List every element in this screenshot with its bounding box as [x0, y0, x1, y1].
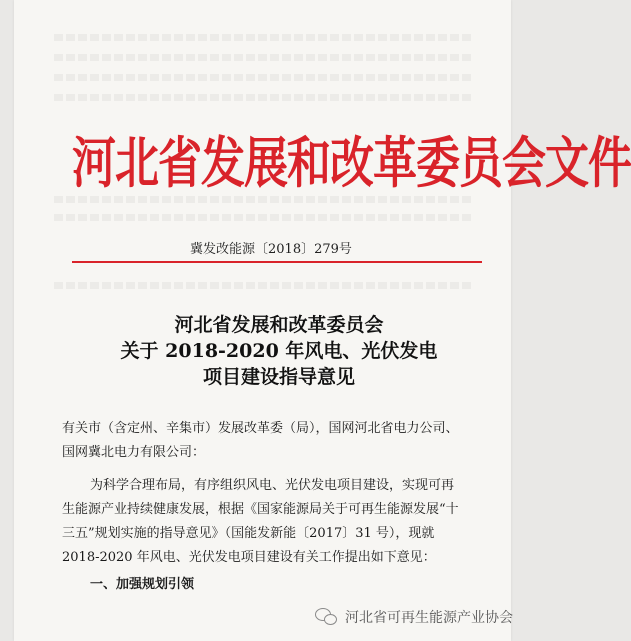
main-title-line-1: 河北省发展和改革委员会	[174, 314, 384, 336]
bleed-through-line	[54, 94, 471, 101]
wechat-icon	[315, 606, 339, 628]
document-page	[14, 0, 631, 641]
bleed-through-line	[54, 54, 471, 61]
bleed-through-line	[54, 74, 471, 81]
wechat-watermark	[315, 606, 513, 628]
red-divider	[72, 261, 482, 263]
paragraph-line-3: 三五”规划实施的指导意见》（国能发新能〔2017〕31 号），现就	[62, 526, 435, 541]
document-number: 冀发改能源〔2018〕279号	[190, 242, 352, 257]
section-heading-1: 一、加强规划引领	[90, 577, 195, 592]
recipient-line-1: 有关市（含定州、辛集市）发展改革委（局），国网河北省电力公司、	[62, 421, 459, 436]
recipient-line-2: 国网冀北电力有限公司：	[62, 445, 206, 460]
paragraph-line-1: 为科学合理布局，有序组织风电、光伏发电项目建设，实现可再	[90, 478, 455, 493]
paragraph-line-4: 2018-2020 年风电、光伏发电项目建设有关工作提出如下意见：	[62, 550, 436, 565]
bleed-through-line	[54, 214, 471, 221]
main-title-line-2: 关于 2018-2020 年风电、光伏发电	[120, 340, 438, 362]
bleed-through-line	[54, 282, 471, 289]
watermark-text: 河北省可再生能源产业协会	[345, 610, 513, 626]
document-header-title: 河北省发展和改革委员会文件	[72, 131, 631, 196]
bleed-through-line	[54, 34, 471, 41]
paragraph-line-2: 生能源产业持续健康发展，根据《国家能源局关于可再生能源发展“十	[62, 502, 459, 517]
main-title-line-3: 项目建设指导意见	[202, 366, 355, 388]
